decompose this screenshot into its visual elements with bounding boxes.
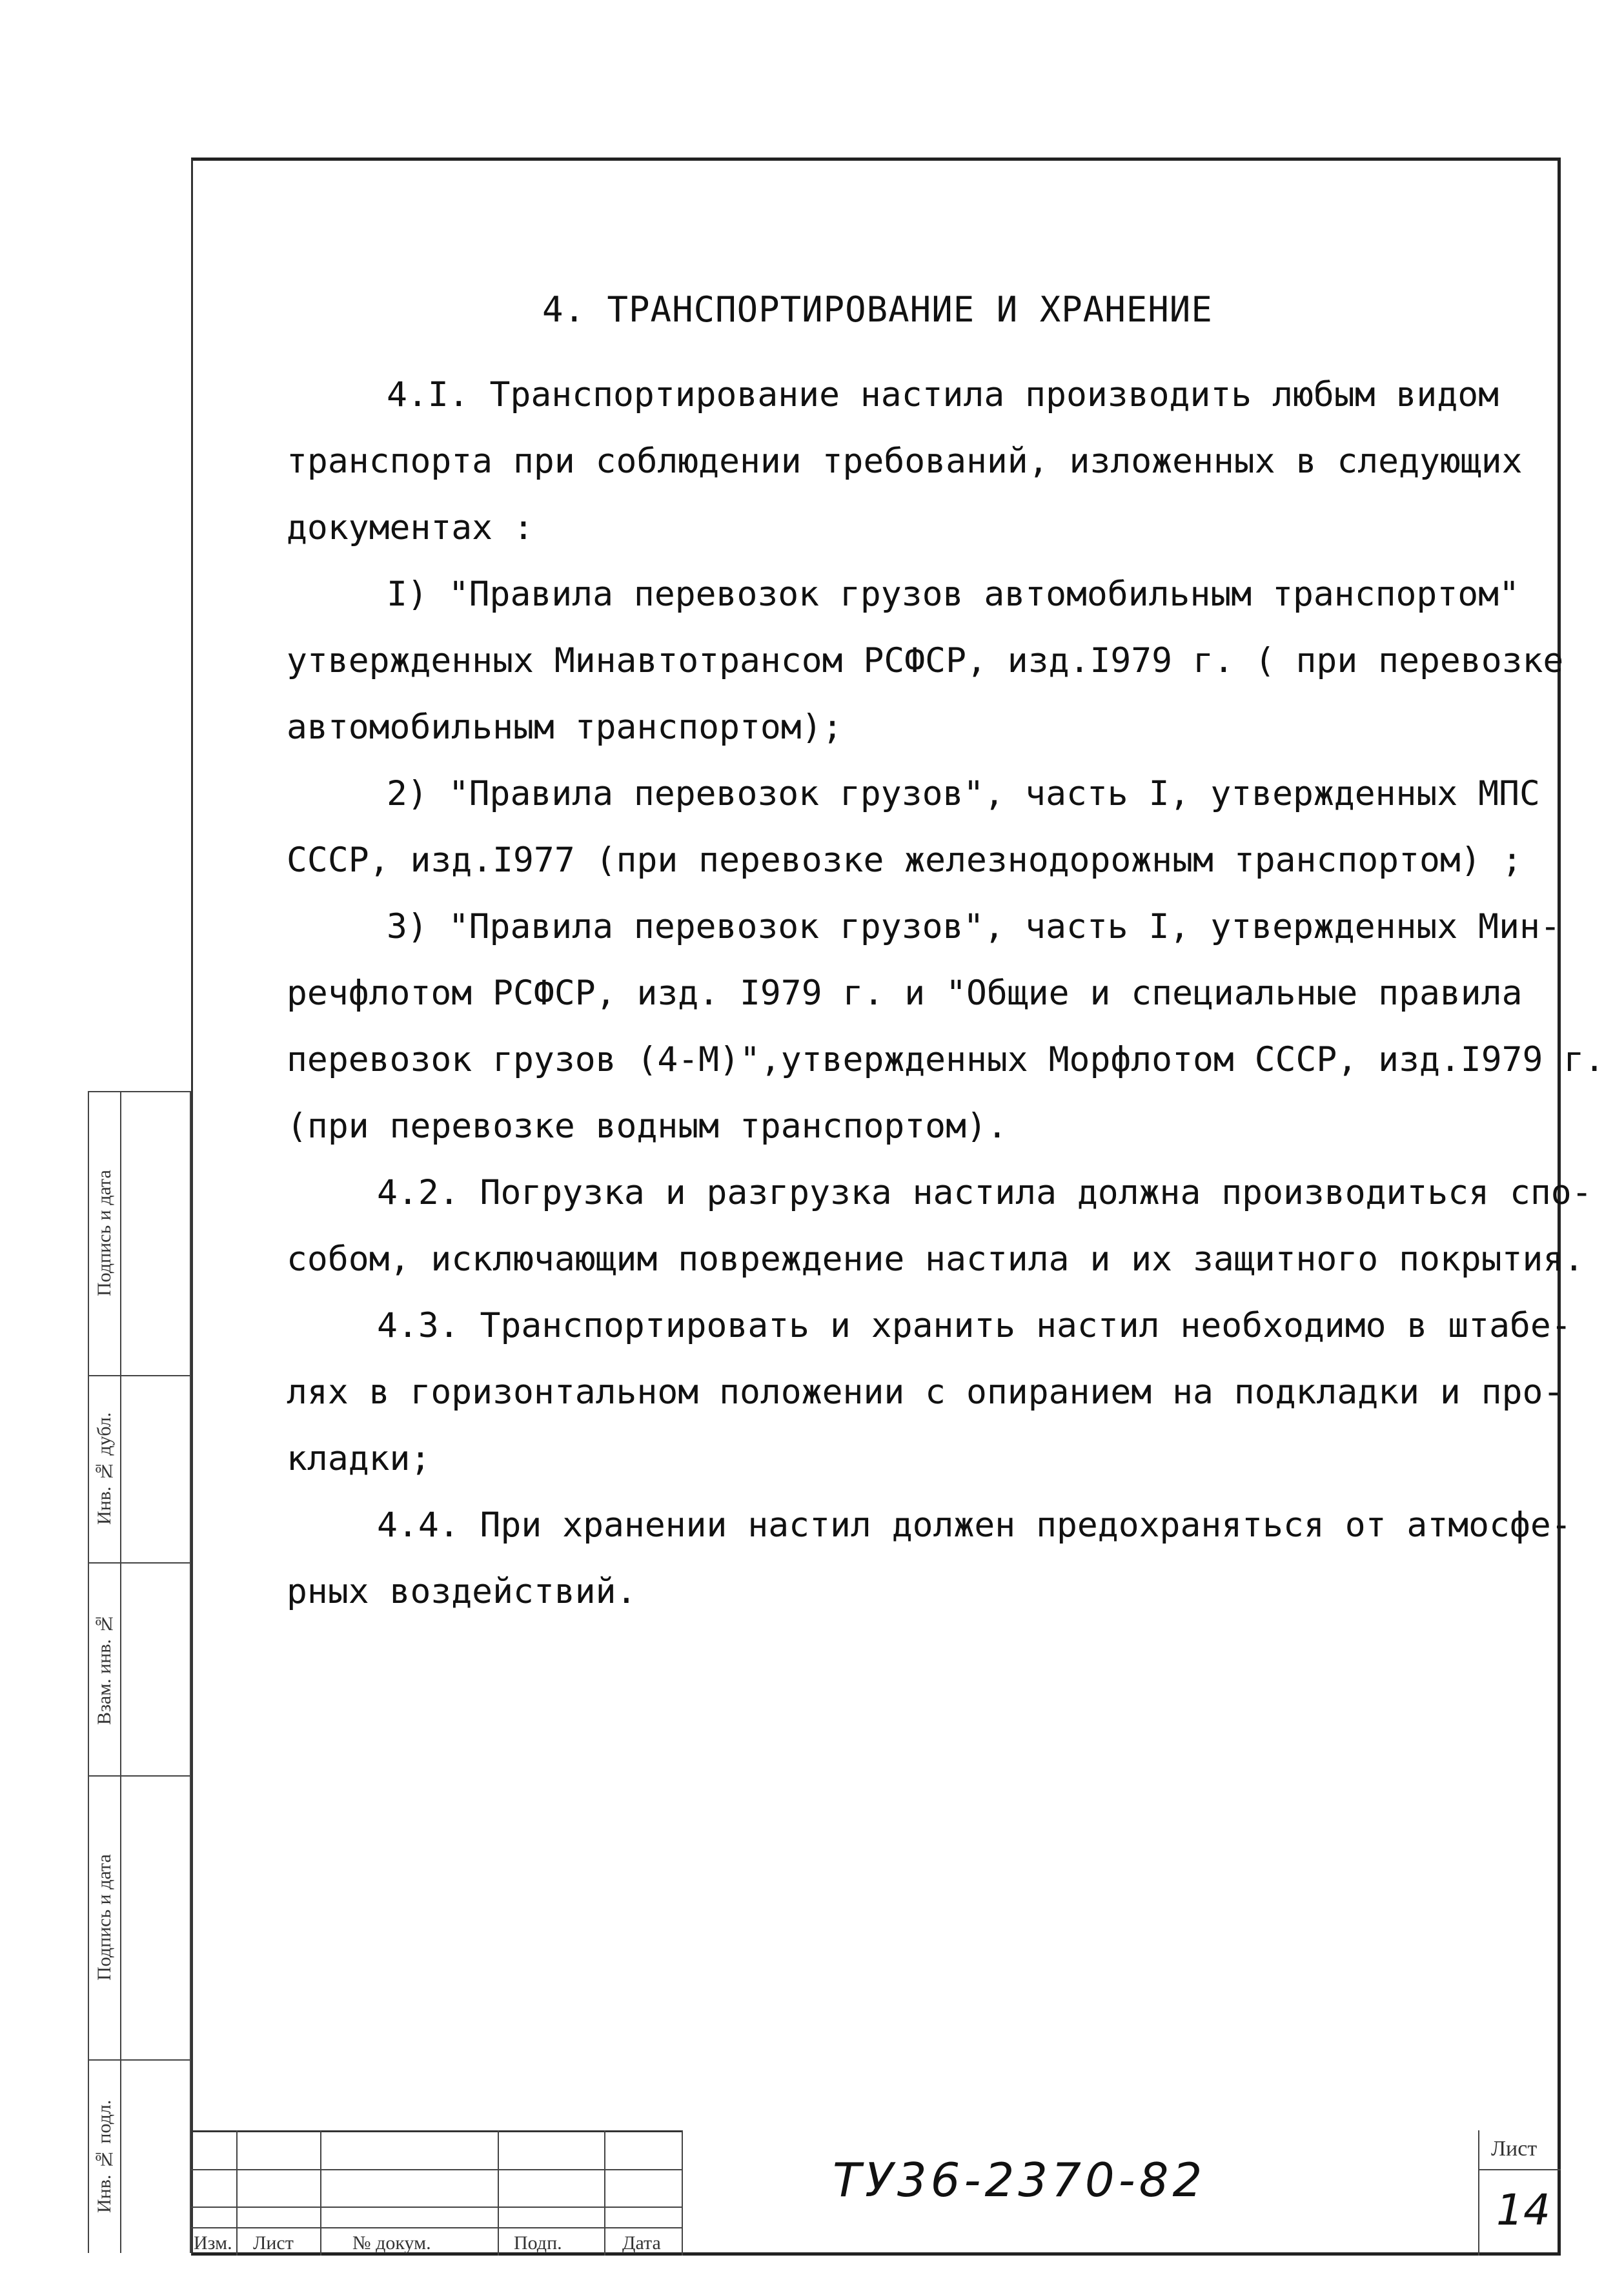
title-label-date: Дата — [622, 2232, 661, 2254]
text-line: 4.3. Транспортировать и хранить настил необходимо в штабе- — [377, 1306, 1572, 1345]
text-line: 2) "Правила перевозок грузов", часть I, утвержденных МПС — [387, 774, 1540, 813]
sheet-label: Лист — [1491, 2137, 1538, 2161]
text-line: I) "Правила перевозок грузов автомобильным транспортом" — [387, 575, 1519, 614]
text-line: транспорта при соблюдении требований, изложенных в следующих — [287, 442, 1523, 481]
stamp-label-dup-inv: Инв. № дубл. — [94, 1412, 115, 1525]
text-line: лях в горизонтальном положении с опиранием на подкладки и про- — [287, 1372, 1564, 1412]
title-block-row-line — [191, 2227, 682, 2228]
title-block-row-line — [191, 2169, 682, 2170]
section-heading: 4. ТРАНСПОРТИРОВАНИЕ И ХРАНЕНИЕ — [542, 289, 1213, 330]
sheet-separator — [1478, 2169, 1561, 2170]
text-line: собом, исключающим повреждение настила и их защитного покрытия. — [287, 1239, 1585, 1279]
margin-stamp — [88, 1091, 191, 2253]
title-block-col-line — [604, 2130, 605, 2256]
text-line: рных воздействий. — [287, 1572, 637, 1611]
text-line: кладки; — [287, 1439, 431, 1478]
sheet-number: 14 — [1496, 2185, 1550, 2235]
title-block-col-line — [498, 2130, 499, 2256]
text-line: утвержденных Минавтотрансом РСФСР, изд.I979 г. ( при перевозке — [287, 641, 1564, 680]
document-code: ТУ36-2370-82 — [833, 2153, 1206, 2207]
text-line: 4.4. При хранении настил должен предохраняться от атмосфе- — [377, 1505, 1572, 1545]
text-line: 4.2. Погрузка и разгрузка настила должна производиться спо- — [377, 1173, 1592, 1212]
title-block-col-line — [236, 2130, 238, 2256]
text-line: 3) "Правила перевозок грузов", часть I, утвержденных Мин- — [387, 907, 1561, 946]
text-line: перевозок грузов (4-М)",утвержденных Морфлотом СССР, изд.I979 г. — [287, 1040, 1605, 1079]
body-text — [287, 362, 1605, 1625]
text-line: СССР, изд.I977 (при перевозке железнодорожным транспортом) ; — [287, 841, 1523, 880]
stamp-label-signature-date-2: Подпись и дата — [94, 1854, 115, 1981]
title-label-change: Изм. — [194, 2232, 232, 2254]
title-label-signature: Подп. — [514, 2232, 562, 2254]
title-block-col-line — [682, 2130, 683, 2256]
text-line: документах : — [287, 508, 534, 547]
text-line: автомобильным транспортом); — [287, 708, 843, 747]
stamp-label-replacement-inv: Взам. инв. № — [94, 1613, 115, 1725]
title-label-sheet: Лист — [253, 2232, 294, 2254]
text-line: 4.I. Транспортирование настила производить любым видом — [387, 375, 1499, 414]
stamp-label-signature-date: Подпись и дата — [94, 1170, 115, 1296]
title-label-doc-number: № докум. — [352, 2232, 431, 2254]
stamp-label-original-inv: Инв. № подл. — [94, 2099, 115, 2213]
title-block-col-line — [320, 2130, 321, 2256]
title-block-row-line — [191, 2207, 682, 2208]
text-line: речфлотом РСФСР, изд. I979 г. и "Общие и специальные правила — [287, 973, 1523, 1013]
text-line: (при перевозке водным транспортом). — [287, 1106, 1008, 1146]
title-block-top-line — [191, 2130, 682, 2132]
